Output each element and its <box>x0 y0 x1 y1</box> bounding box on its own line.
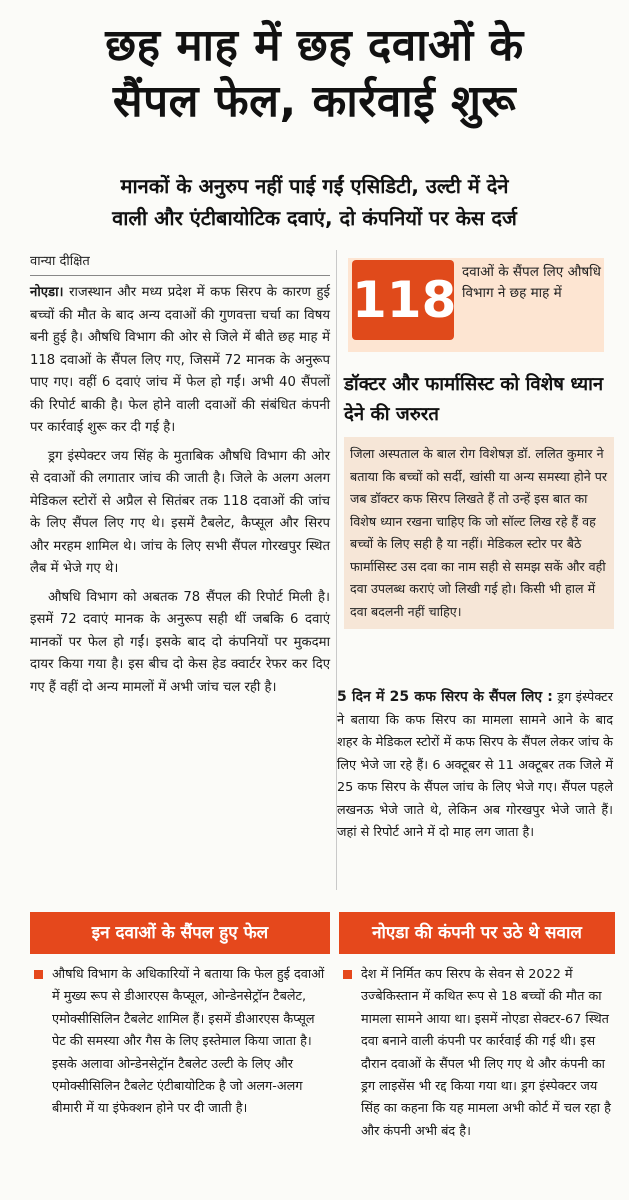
headline-line-2: सैंपल फेल, कार्रवाई शुरू <box>112 76 517 127</box>
headline <box>0 18 629 130</box>
bullet-square-icon <box>343 970 352 979</box>
cough-syrup-story-title: 5 दिन में 25 कफ सिरप के सैंपल लिए : <box>337 689 553 705</box>
side-story-body: जिला अस्पताल के बाल रोग विशेषज्ञ डॉ. ललित कुमार ने बताया कि बच्चों को सर्दी, खांसी या अन्य समस्या होने पर जब डॉक्टर कफ सिरप लिखते हैं तो उन्हें इस बात का विशेष ध्यान रखना चाहिए कि जो सॉल्ट लिख रहे हैं वह बच्चों के लिए सही है या नहीं। मेडिकल स्टोर पर बैठे फार्मासिस्ट उस दवा का नाम सही से समझ सकें और वही दवा उपलब्ध कराएं जो लिखी गई हो। किसी भी हाल में दवा बदलनी नहीं चाहिए। <box>344 437 614 629</box>
failed-samples-text: औषधि विभाग के अधिकारियों ने बताया कि फेल हुई दवाओं में मुख्य रूप से डीआरएस कैप्सूल, ओन्डेनसेट्रॉन टैबलेट, एमोक्सीसिलिन टैबलेट शामिल हैं। इसमें डीआरएस कैप्सूल पेट की समस्या और गैस के लिए इस्तेमाल किया जाता है। इसके अलावा ओन्डेनसेट्रॉन टैबलेट उल्टी के लिए और एमोक्सीसिलिन टैबलेट एंटीबायोटिक है जो अलग-अलग बीमारी में या इंफेक्शन होने पर दी जाती है। <box>52 967 325 1117</box>
main-story-text-1: राजस्थान और मध्य प्रदेश में कफ सिरप के कारण हुई बच्चों की मौत के बाद अन्य दवाओं की गुणवत्ता चर्चा का विषय बनी हुई है। औषधि विभाग की ओर से जिले में बीते छह माह में 118 दवाओं के सैंपल लिए गए, जिसमें 72 मानक के अनुरूप पाए गए। वहीं 6 दवाएं जांच में फेल हो गईं। अभी 40 सैंपलों की रिपोर्ट बाकी है। फेल होने वाली दवाओं की संबंधित कंपनी पर कार्रवाई शुरू कर दी गई है। <box>30 285 330 435</box>
noida-company-text: देश में निर्मित कप सिरप के सेवन से 2022 में उज्बेकिस्तान में कथित रूप से 18 बच्चों की मौत का मामला सामने आया था। इसमें नोएडा सेक्टर-67 स्थित दवा बनाने वाली कंपनी पर कार्रवाई की गई थी। इस दौरान दवाओं के सैंपल भी लिए गए थे और कंपनी का ड्रग लाइसेंस भी रद्द किया गया था। ड्रग इंस्पेक्टर जय सिंह का कहना कि यह मामला अभी कोर्ट में चल रहा है और कंपनी अभी बंद है। <box>361 967 611 1139</box>
stat-number: 118 <box>352 260 454 340</box>
stat-caption: दवाओं के सैंपल लिए औषधि विभाग ने छह माह में <box>462 264 601 301</box>
failed-samples-item <box>30 964 326 1121</box>
byline: वान्या दीक्षित <box>30 254 90 269</box>
main-story-paragraph-3: औषधि विभाग को अबतक 78 सैंपल की रिपोर्ट मिली है। इसमें 72 दवाएं मानक के अनुरूप सही थीं जबकि 6 दवाएं मानकों पर फेल हो गईं। इसके बाद दो कंपनियों पर मुकदमा दायर किया गया है। इस बीच दो केस हेड क्वार्टर रेफर कर दिए गए हैं वहीं दो अन्य मामलों में अभी जांच चल रही है। <box>30 589 330 695</box>
byline-divider <box>30 275 330 276</box>
bullet-square-icon <box>34 970 43 979</box>
main-story <box>30 282 330 705</box>
dateline: नोएडा। <box>30 285 64 300</box>
cough-syrup-story-body: ड्रग इंस्पेक्टर ने बताया कि कफ सिरप का मामला सामने आने के बाद शहर के मेडिकल स्टोरों में कफ सिरप के सैंपल लेकर जांच के लिए भेजे जा रहे हैं। 6 अक्टूबर से 11 अक्टूबर तक जिले में 25 कफ सिरप के सैंपल जांच के लिए भेजे गए। सैंपल पहले लखनऊ भेजे जाते थे, लेकिन अब गोरखपुर भेजे जाते हैं। जहां से रिपोर्ट आने में दो माह लग जाता है। <box>337 690 613 840</box>
subheadline-line-2: वाली और एंटीबायोटिक दवाएं, दो कंपनियों पर केस दर्ज <box>112 206 517 230</box>
subheadline <box>0 170 629 234</box>
main-story-paragraph-1 <box>30 282 330 440</box>
side-story-heading: डॉक्टर और फार्मासिस्ट को विशेष ध्यान देने की जरुरत <box>344 374 604 425</box>
failed-samples-banner: इन दवाओं के सैंपल हुए फेल <box>30 912 330 954</box>
main-story-paragraph-2: ड्रग इंस्पेक्टर जय सिंह के मुताबिक औषधि विभाग की ओर से दवाओं की लगातार जांच की जाती है। जिले के अलग अलग मेडिकल स्टोरों से अप्रैल से सितंबर तक 118 दवाओं की जांच के लिए सैंपल लिए गए थे। इसमें टैबलेट, कैप्सूल और सिरप और मरहम शामिल थे। जांच के लिए सभी सैंपल गोरखपुर स्थित लैब में भेजे गए थे। <box>30 448 330 576</box>
cough-syrup-story <box>337 686 613 845</box>
noida-company-banner: नोएडा की कंपनी पर उठे थे सवाल <box>339 912 615 954</box>
subheadline-line-1: मानकों के अनुरुप नहीं पाई गईं एसिडिटी, उल्टी में देने <box>120 174 509 198</box>
headline-line-1: छह माह में छह दवाओं के <box>105 20 524 71</box>
noida-company-item <box>339 964 615 1143</box>
